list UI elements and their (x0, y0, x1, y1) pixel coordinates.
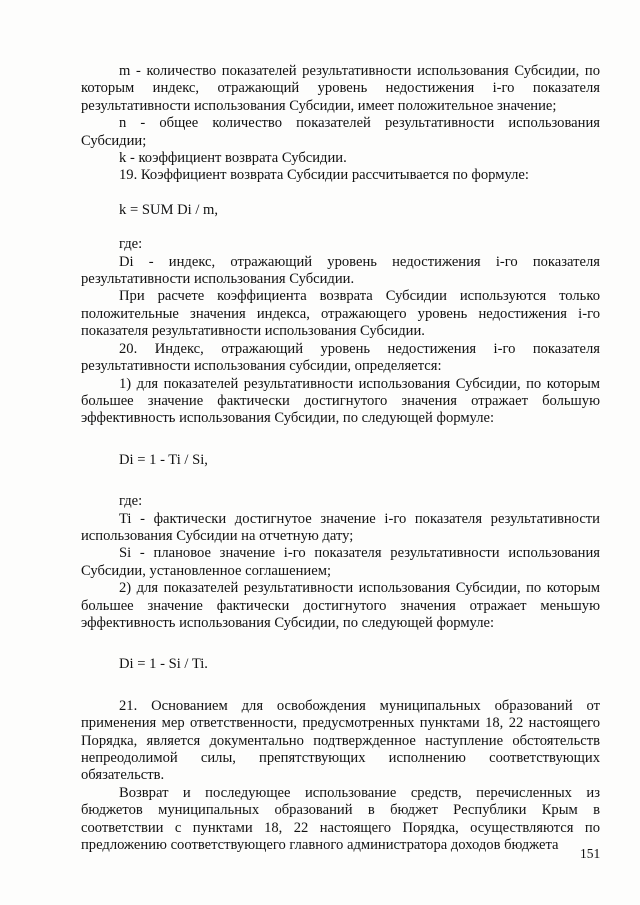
paragraph-21: 21. Основанием для освобождения муниципальных образований от применения мер ответственности, предусмотренных пунктами 18, 22 настоящего Порядка, является документально подтвержденное наступление обстоятельств непреодолимой силы, препятствующих исполнению соответствующих обязательств. (81, 697, 600, 784)
paragraph-n-definition: n - общее количество показателей результативности использования Субсидии; (81, 115, 600, 149)
page-number: 151 (580, 846, 601, 861)
where-label-1: где: (119, 236, 143, 253)
paragraph-20-case-2: 2) для показателей результативности использования Субсидии, по которым большее значение фактически достигнутого значения отражает меньшую эффективность использования Субсидии, по следующей формуле: (81, 580, 600, 631)
paragraph-19: 19. Коэффициент возврата Субсидии рассчитывается по формуле: (119, 167, 529, 184)
paragraph-positive-values: При расчете коэффициента возврата Субсидии используются только положительные значения индекса, отражающего уровень недостижения i-го показателя результативности использования Субсидии. (81, 288, 600, 340)
formula-di-1: Di = 1 - Ti / Si, (119, 451, 208, 468)
paragraph-20-case-1: 1) для показателей результативности использования Субсидии, по которым большее значение фактически достигнутого значения отражает большую эффективность использования Субсидии, по следующей формуле: (81, 375, 600, 427)
where-label-2: где: (119, 493, 143, 510)
paragraph-20: 20. Индекс, отражающий уровень недостижения i-го показателя результативности использования субсидии, определяется: (81, 340, 600, 375)
paragraph-k-definition: k - коэффициент возврата Субсидии. (119, 150, 347, 167)
paragraph-refund: Возврат и последующее использование средств, перечисленных из бюджетов муниципальных образований в бюджет Республики Крым в соответствии с пунктами 18, 22 настоящего Порядка, осуществляются по предложению соответствующего главного администратора доходов бюджета (81, 784, 600, 854)
paragraph-ti-definition: Ti - фактически достигнутое значение i-го показателя результативности использования Субсидии на отчетную дату; (81, 510, 600, 544)
paragraph-m-definition: m - количество показателей результативности использования Субсидии, по которым индекс, отражающий уровень недостижения i-го показателя результативности использования Субсидии, имеет положительное значение; (81, 63, 600, 114)
paragraph-di-definition: Di - индекс, отражающий уровень недостижения i-го показателя результативности использования Субсидии. (81, 253, 600, 288)
formula-k: k = SUM Di / m, (119, 201, 219, 218)
paragraph-si-definition: Si - плановое значение i-го показателя результативности использования Субсидии, установленное соглашением; (81, 545, 600, 579)
formula-di-2: Di = 1 - Si / Ti. (119, 656, 208, 673)
body-text (81, 63, 600, 854)
